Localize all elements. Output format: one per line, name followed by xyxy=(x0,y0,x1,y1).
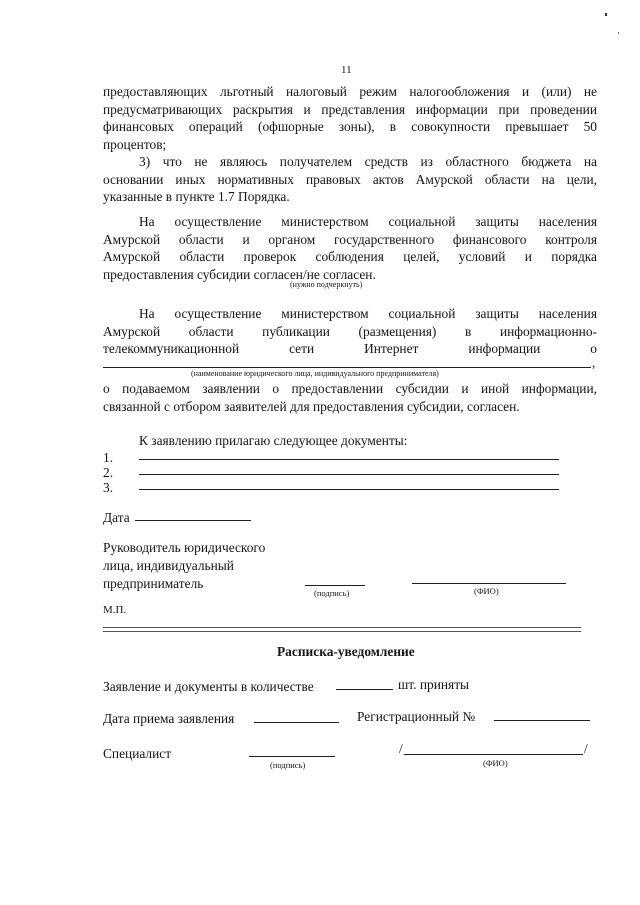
attachment-3-blank[interactable] xyxy=(139,489,559,490)
signature-blank[interactable] xyxy=(305,585,365,586)
para3-line-1: На осуществление министерством социальной защиты населения xyxy=(139,214,597,229)
scan-speck xyxy=(605,13,607,16)
para4-line-1: На осуществление министерством социальной защиты населения xyxy=(139,306,597,321)
para4-cont-last-line: связанной с отбором заявителей для предоставления субсидии, согласен. xyxy=(103,398,520,414)
para2-line-2: основании иных нормативных правовых актов Амурской области на цели, xyxy=(103,171,597,187)
fio-blank[interactable] xyxy=(412,583,566,584)
receipt-fio-slash-right: / xyxy=(584,741,588,756)
date-label: Дата xyxy=(103,510,130,525)
receipt-date-label: Дата приема заявления xyxy=(103,711,235,726)
signature-role-line-1: Руководитель юридического xyxy=(103,540,266,555)
para3-last-line: предоставления субсидии согласен/не согласен. xyxy=(103,266,376,282)
receipt-fio-slash-left: / xyxy=(399,741,403,756)
para2-last-line: указанные в пункте 1.7 Порядка. xyxy=(103,189,290,204)
receipt-fio-blank[interactable] xyxy=(404,754,583,755)
para4-comma: , xyxy=(592,355,596,370)
para1-line-3: финансовых операций (офшорные зоны), в совокупности превышает 50 xyxy=(103,119,597,134)
signature-role-line-2: лица, индивидуальный xyxy=(103,558,234,573)
fio-caption: (ФИО) xyxy=(474,586,499,596)
attachment-2-blank[interactable] xyxy=(139,474,559,475)
receipt-docs-count-blank[interactable] xyxy=(336,689,393,690)
para4-cont-line-1: о подаваемом заявлении о предоставлении субсидии и иной информации, xyxy=(103,381,597,396)
separator-line-top xyxy=(103,627,581,628)
para1-last-line: процентов; xyxy=(103,136,167,152)
para4-line-2: Амурской области публикации (размещения) в информационно- xyxy=(103,323,597,339)
para1-line-1: предоставляющих льготный налоговый режим налогообложения и (или) не xyxy=(103,84,597,99)
attachment-1-blank[interactable] xyxy=(139,459,559,460)
para4-note: (наименование юридического лица, индивидуального предпринимателя) xyxy=(191,369,439,378)
separator-line-bottom xyxy=(103,631,581,632)
receipt-docs-label: Заявление и документы в количестве xyxy=(103,679,314,694)
organization-name-blank[interactable] xyxy=(103,367,591,368)
para4-line-3: телекоммуникационной сети Интернет информации о xyxy=(103,341,597,356)
para3-line-3: Амурской области проверок соблюдения целей, условий и порядка xyxy=(103,249,597,264)
para3-line-2: Амурской области и органом государственного финансового контроля xyxy=(103,231,597,247)
attachment-number-2: 2. xyxy=(103,465,114,480)
receipt-specialist-label: Специалист xyxy=(103,746,172,761)
receipt-fio-caption: (ФИО) xyxy=(483,758,508,768)
receipt-date-blank[interactable] xyxy=(254,722,339,723)
para3-note: (нужно подчеркнуть) xyxy=(290,280,363,289)
stamp-label: М.П. xyxy=(103,604,127,616)
attachments-title: К заявлению прилагаю следующее документы: xyxy=(139,433,408,448)
para2-line-1: 3) что не являюсь получателем средств из областного бюджета на xyxy=(139,154,597,169)
page-number: 11 xyxy=(341,64,352,76)
receipt-signature-caption: (подпись) xyxy=(270,760,306,770)
receipt-title: Расписка-уведомление xyxy=(277,644,415,659)
signature-role-line-3: предприниматель xyxy=(103,576,204,591)
attachment-number-3: 3. xyxy=(103,480,114,495)
scan-speck xyxy=(618,32,619,34)
signature-caption: (подпись) xyxy=(314,588,350,598)
receipt-docs-suffix: шт. приняты xyxy=(398,677,470,692)
receipt-signature-blank[interactable] xyxy=(249,756,335,757)
receipt-reg-number-blank[interactable] xyxy=(494,720,590,721)
receipt-reg-label: Регистрационный № xyxy=(357,709,476,724)
attachment-number-1: 1. xyxy=(103,450,114,465)
para1-line-2: предусматривающих раскрытия и представления информации при проведении xyxy=(103,101,597,117)
date-blank[interactable] xyxy=(135,520,251,521)
